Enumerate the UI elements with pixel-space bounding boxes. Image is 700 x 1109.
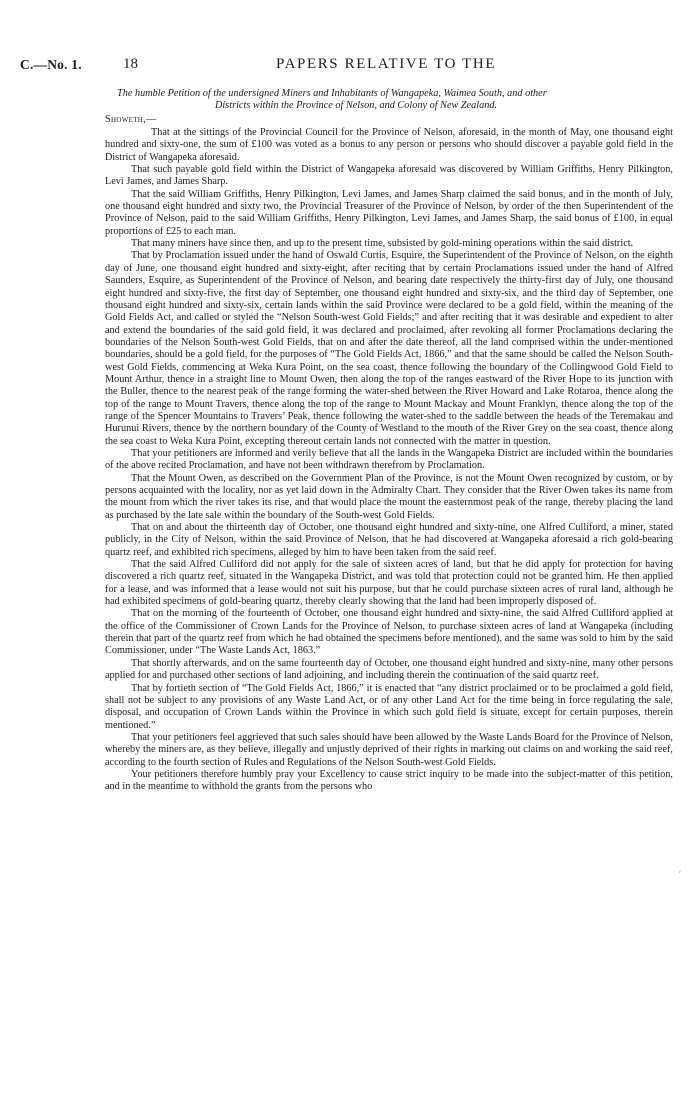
- paragraph: That many miners have since then, and up to the present time, subsisted by gold-mining operations within the said district.: [131, 238, 634, 250]
- petition-intro-line1: The humble Petition of the undersigned Miners and Inhabitants of Wangapeka, Waimea South, and other: [117, 88, 547, 99]
- margin-mark: ʹ: [679, 869, 681, 879]
- petition-body: [105, 88, 673, 794]
- page-header: [20, 57, 680, 77]
- paragraph: That the said William Griffiths, Henry Pilkington, Levi James, and James Sharp claimed the said bonus, and in the month of July, one thousand eight hundred and sixty two, the Provincial Treasurer of the Province of Nelson, by order of the then Superintendent of the Province of Nelson, paid to the said William Griffiths, Henry Pilkington, Levi James, and James Sharp, the said bonus of £100, in equal proportions of £25 to each man.: [105, 188, 673, 237]
- paragraph: That at the sittings of the Provincial Council for the Province of Nelson, aforesaid, in the month of May, one thousand eight hundred and sixty-one, the sum of £100 was voted as a bonus to any person or persons who should discover a payable gold field in the District of Wangapeka aforesaid.: [105, 127, 673, 163]
- paper-reference: C.—No. 1.: [20, 57, 82, 72]
- paragraph: That your petitioners feel aggrieved that such sales should have been allowed by the Waste Lands Board for the Province of Nelson, whereby the miners are, as they believe, illegally and unjustly deprived of their rights in marking out claims on and working the said reef, according to the fourth section of Rules and Regulations of the Nelson South-west Gold Fields.: [105, 731, 673, 768]
- paragraph: That shortly afterwards, and on the same fourteenth day of October, one thousand eight hundred and sixty-nine, many other persons applied for and purchased other sections of land adjoining, and including therein the continuation of the said quartz reef.: [105, 657, 673, 682]
- petition-intro: [117, 88, 673, 113]
- paragraph: That such payable gold field within the District of Wangapeka aforesaid was discovered by William Griffiths, Henry Pilkington, Levi James, and James Sharp.: [105, 164, 673, 188]
- paragraph: That your petitioners are informed and verily believe that all the lands in the Wangapeka District are included within the boundaries of the above recited Proclamation, and have not been withdrawn therefrom by Proclamation.: [105, 447, 673, 472]
- paragraph: That on the morning of the fourteenth of October, one thousand eight hundred and sixty-nine, the said Alfred Culliford applied at the office of the Commissioner of Crown Lands for the Province of Nelson, to purchase sixteen acres of land at Wangapeka (including therein that part of the quartz reef from which he had obtained the specimens before mentioned), and the same was sold to him by the said Commissioner, under “The Waste Lands Act, 1863.”: [105, 608, 673, 657]
- showeth-heading: Showeth,—: [105, 113, 157, 125]
- petition-intro-line2: Districts within the Province of Nelson, and Colony of New Zealand.: [215, 100, 498, 112]
- paragraph: That on and about the thirteenth day of October, one thousand eight hundred and sixty-nine, one Alfred Culliford, a miner, stated publicly, in the City of Nelson, within the said Province of Nelson, that he had discovered at Wangapeka aforesaid a rich gold-bearing quartz reef, and exhibited rich specimens, alleged by him to have been taken from the said reef.: [105, 522, 673, 558]
- paragraph: Your petitioners therefore humbly pray your Excellency to cause strict inquiry to be made into the subject-matter of this petition, and in the meantime to withhold the grants from the persons who: [105, 768, 673, 793]
- paragraph: That the said Alfred Culliford did not apply for the sale of sixteen acres of land, but that he did apply for protection for having discovered a rich quartz reef, situated in the Wangapeka District, and was told that protection could not be granted him. He then applied for a lease, and was informed that a lease would not suit his purpose, but that he could purchase sixteen acres of rural land, although he had exhibited specimens of gold-bearing quartz, thereby clearly showing that the land had been improperly disposed of.: [105, 559, 673, 608]
- paragraph: That the Mount Owen, as described on the Government Plan of the Province, is not the Mount Owen recognized by custom, or by persons acquainted with the locality, nor as yet laid down in the Admiralty Chart. They consider that the River Owen takes its name from the mount from which the river takes its rise, and that would place the mount the easternmost peak of the range, thereby placing the land as purchased by the late sale within the boundary of the South-west Gold Fields.: [105, 472, 673, 521]
- running-title: PAPERS RELATIVE TO THE: [276, 56, 497, 72]
- paragraph: That by Proclamation issued under the hand of Oswald Curtis, Esquire, the Superintendent of the Province of Nelson, on the eighth day of June, one thousand eight hundred and sixty-eight, after reciting that by certain Proclamations issued under the hand of Alfred Saunders, Esquire, as Superintendent of the Province of Nelson, and bearing date respectively the thirty-first day of July, one thousand eight hundred and sixty-five, the first day of September, one thousand eight hundred and sixty-six, and the third day of September, one thousand eight hundred and sixty-six, certain lands within the said Province were declared to be a gold field, within the meaning of the Gold Fields Act, and called or styled the “Nelson South-west Gold Fields;” and after reciting that it was desirable and expedient to alter and extend the boundaries of the said gold field, it was declared and proclaimed, after revoking all former Proclamations declaring the boundaries of the Nelson South-west Gold Fields, that on and after the date thereof, all the land comprised within the under-mentioned boundaries, should be a gold field, for the purposes of “The Gold Fields Act, 1866,” and that the same should be called the Nelson South-west Gold Fields, commencing at Weka Kura Point, on the sea coast, thence following the boundary of the Collingwood Gold Field to Mount Arthur, thence in a straight line to Mount Owen, then along the top of the ranges eastward of the River Hope to its junction with the Buller, thence to the nearest peak of the range forming the water-shed between the River Howard and Lake Rotaroa, thence along the top of the range to Mount Travers, thence along the top of the range to Mount Mackay and Mount Franklyn, thence along the top of the range of the Spencer Mountains to Travers’ Peak, thence following the water-shed to the saddle between the heads of the Teremakau and Hurunui Rivers, thence by the northern boundary of the County of Westland to the mouth of the River Grey on the sea coast, thence along the sea coast to Weka Kura Point, excepting thereout certain lands not connected with the matter in question.: [105, 250, 673, 447]
- page-number: 18: [123, 56, 138, 72]
- paragraph: That by fortieth section of “The Gold Fields Act, 1866,” it is enacted that “any district proclaimed or to be proclaimed a gold field, shall not be subject to any provisions of any Waste Land Act, or of any other Land Act for the time being in force regulating the sale, disposal, and occupation of Crown Lands within the Province in which such gold field is situate, except for certain purposes, therein mentioned.”: [105, 682, 673, 731]
